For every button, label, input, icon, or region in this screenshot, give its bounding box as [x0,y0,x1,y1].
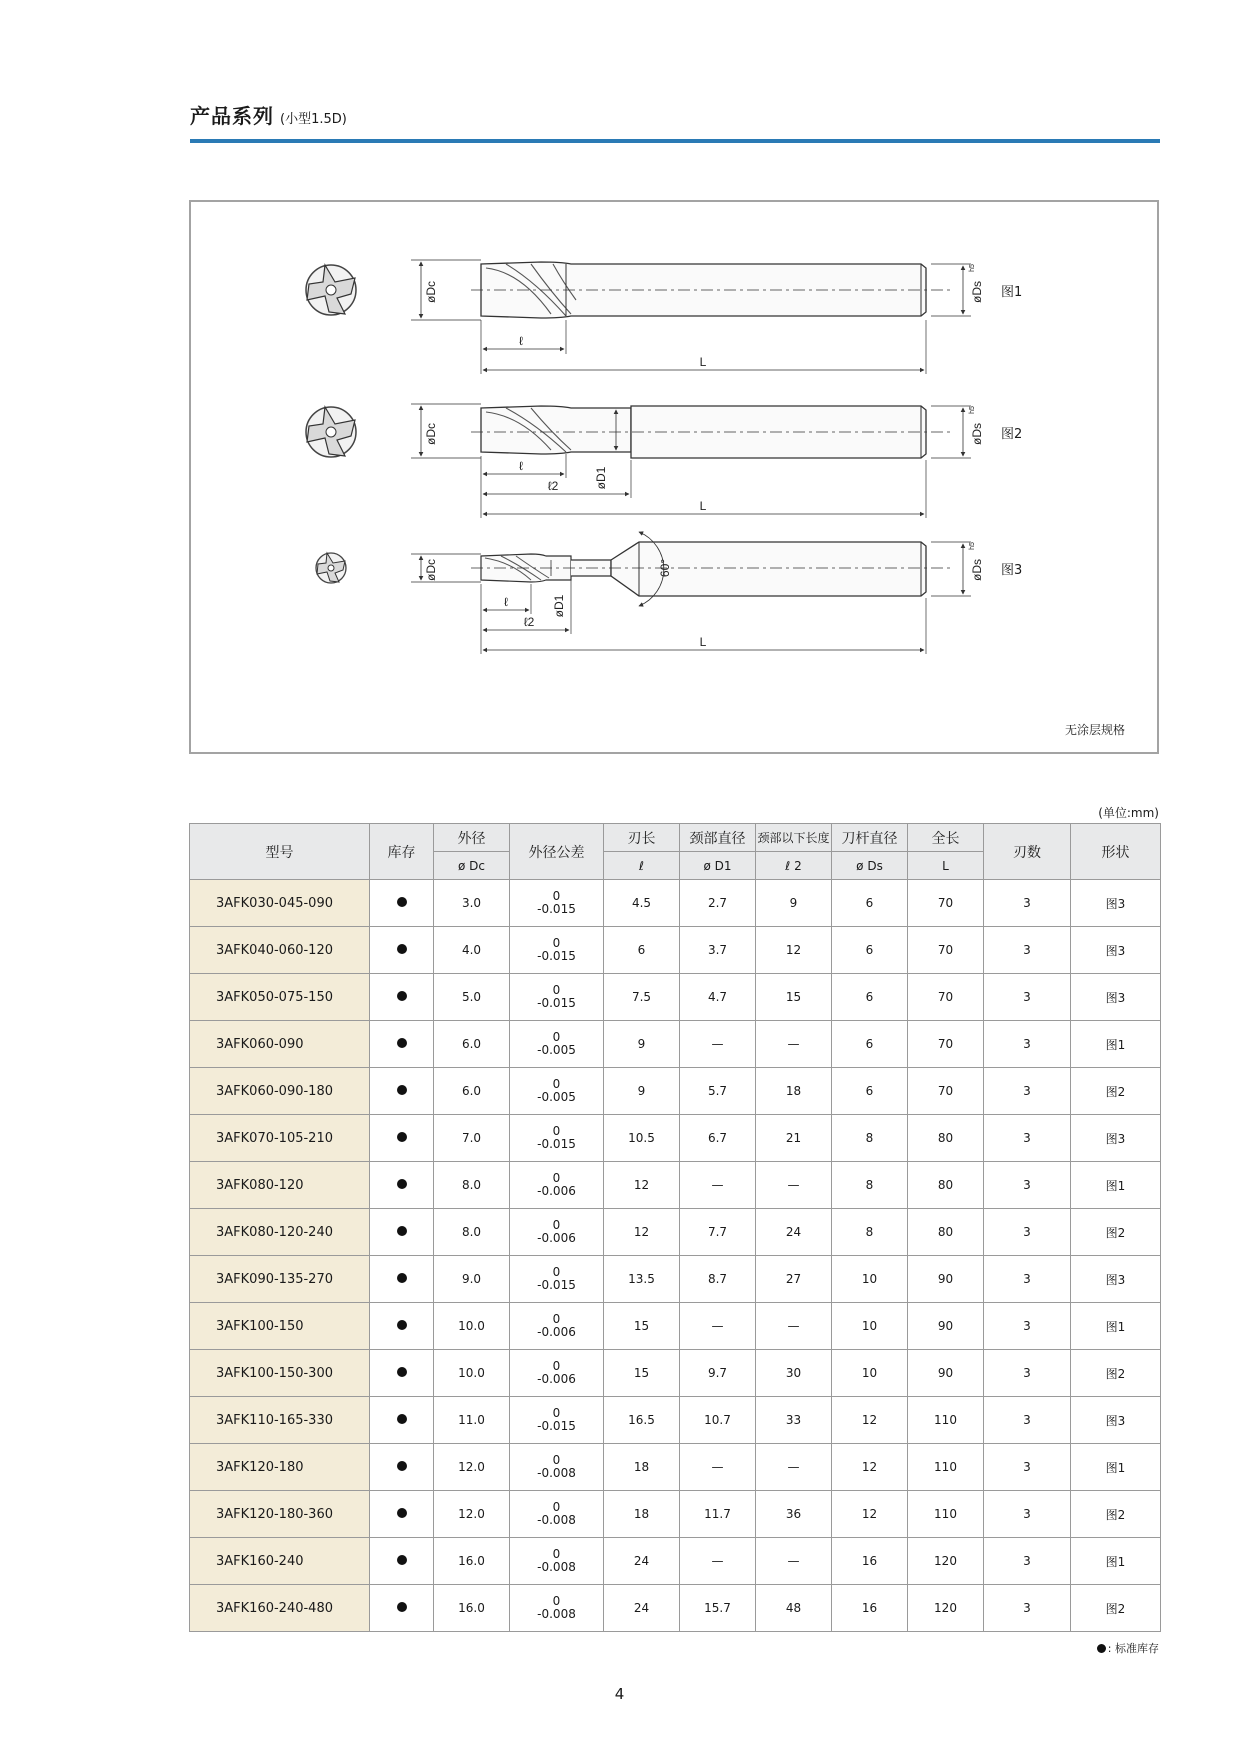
cell-shape: 图3 [1071,974,1161,1021]
cell-l2: — [756,1538,832,1585]
cell-L: 90 [908,1303,984,1350]
header-dc: 外径 [434,824,510,852]
cell-shape: 图2 [1071,1350,1161,1397]
cell-stock [370,1303,434,1350]
cell-d1: — [680,1538,756,1585]
table-row [190,1444,1161,1491]
stock-dot-icon [397,944,407,954]
cell-ds: 8 [832,1209,908,1256]
cell-tolerance [510,927,604,974]
fig3-angle-label: 60° [658,558,672,578]
table-row [190,927,1161,974]
cell-shape: 图1 [1071,1303,1161,1350]
tolerance-lower: -0.005 [537,1090,576,1104]
cell-shape: 图2 [1071,1068,1161,1115]
cell-shape: 图1 [1071,1538,1161,1585]
stock-dot-icon [397,1179,407,1189]
stock-dot-icon [397,1367,407,1377]
cell-l: 12 [604,1209,680,1256]
cell-dc: 7.0 [434,1115,510,1162]
figure-2-side-view [411,404,971,518]
cell-flutes: 3 [984,1303,1071,1350]
tolerance-upper: 0 [552,1030,561,1044]
cell-L: 110 [908,1397,984,1444]
cell-L: 110 [908,1491,984,1538]
stock-dot-icon [397,1602,407,1612]
cell-model: 3AFK120-180 [190,1444,370,1491]
cell-d1: 4.7 [680,974,756,1021]
cell-stock [370,1444,434,1491]
cell-ds: 8 [832,1115,908,1162]
figure-2-label: 图2 [1001,427,1023,442]
cell-dc: 16.0 [434,1538,510,1585]
subheader-l2: ℓ 2 [756,852,832,880]
cell-d1: 11.7 [680,1491,756,1538]
cell-l2: 24 [756,1209,832,1256]
cell-L: 110 [908,1444,984,1491]
cell-l2: — [756,1303,832,1350]
cell-flutes: 3 [984,1162,1071,1209]
cell-model: 3AFK070-105-210 [190,1115,370,1162]
table-row [190,880,1161,927]
header-rule [190,139,1160,143]
tolerance-upper: 0 [552,1594,561,1608]
cell-l: 13.5 [604,1256,680,1303]
cell-flutes: 3 [984,1068,1071,1115]
header-l: 刃长 [604,824,680,852]
cell-tolerance [510,1115,604,1162]
stock-dot-icon [397,1273,407,1283]
cell-ds: 6 [832,1068,908,1115]
cell-ds: 6 [832,1021,908,1068]
cell-ds: 10 [832,1303,908,1350]
table-row [190,1162,1161,1209]
fig3-l2-label: ℓ2 [523,615,535,629]
cell-l2: 48 [756,1585,832,1632]
tolerance-upper: 0 [552,936,561,950]
table-row [190,1585,1161,1632]
cell-tolerance [510,1021,604,1068]
cell-L: 70 [908,880,984,927]
header-l2: 颈部以下长度 [756,824,832,852]
cell-shape: 图3 [1071,1397,1161,1444]
subheader-d1: ø D1 [680,852,756,880]
figure-3-end-view [316,553,346,583]
cell-tolerance [510,1162,604,1209]
cell-flutes: 3 [984,1397,1071,1444]
figure-1-label: 图1 [1001,285,1023,300]
cell-d1: 9.7 [680,1350,756,1397]
cell-dc: 9.0 [434,1256,510,1303]
cell-l2: 36 [756,1491,832,1538]
cell-model: 3AFK060-090-180 [190,1068,370,1115]
page-header [190,100,1160,129]
tolerance-upper: 0 [552,1359,561,1373]
fig2-d1-label: øD1 [594,466,608,490]
cell-L: 80 [908,1115,984,1162]
cell-tolerance [510,1303,604,1350]
cell-stock [370,1115,434,1162]
cell-l2: 18 [756,1068,832,1115]
cell-dc: 10.0 [434,1350,510,1397]
table-row [190,1068,1161,1115]
tolerance-lower: -0.008 [537,1607,576,1621]
cell-flutes: 3 [984,1585,1071,1632]
cell-tolerance [510,1397,604,1444]
cell-stock [370,974,434,1021]
tolerance-upper: 0 [552,1500,561,1514]
cell-shape: 图3 [1071,1115,1161,1162]
header-tolerance: 外径公差 [510,824,604,880]
figure-1-end-view [306,265,356,315]
tolerance-lower: -0.015 [537,1419,576,1433]
cell-ds: 12 [832,1444,908,1491]
cell-stock [370,1256,434,1303]
cell-dc: 5.0 [434,974,510,1021]
cell-ds: 10 [832,1350,908,1397]
cell-stock [370,927,434,974]
fig3-dc-label: øDc [424,559,438,581]
tolerance-upper: 0 [552,983,561,997]
cell-stock [370,880,434,927]
cell-shape: 图2 [1071,1585,1161,1632]
stock-dot-icon [397,897,407,907]
cell-l2: 21 [756,1115,832,1162]
tolerance-lower: -0.015 [537,902,576,916]
cell-stock [370,1162,434,1209]
table-row [190,1115,1161,1162]
cell-L: 120 [908,1538,984,1585]
cell-l2: — [756,1021,832,1068]
cell-ds: 6 [832,974,908,1021]
table-row [190,1350,1161,1397]
stock-dot-icon [397,1508,407,1518]
cell-l: 15 [604,1303,680,1350]
table-row [190,1021,1161,1068]
cell-l2: 30 [756,1350,832,1397]
tolerance-upper: 0 [552,1077,561,1091]
cell-flutes: 3 [984,1491,1071,1538]
cell-model: 3AFK040-060-120 [190,927,370,974]
cell-l: 9 [604,1021,680,1068]
cell-l: 10.5 [604,1115,680,1162]
cell-tolerance [510,880,604,927]
cell-model: 3AFK060-090 [190,1021,370,1068]
fig2-l-label: ℓ [519,459,523,473]
uncoated-spec-note: 无涂层规格 [1064,723,1125,737]
cell-stock [370,1397,434,1444]
cell-l2: 15 [756,974,832,1021]
cell-l2: — [756,1444,832,1491]
cell-l: 9 [604,1068,680,1115]
fig3-ds-label: øDs [970,559,984,581]
cell-dc: 11.0 [434,1397,510,1444]
stock-dot-icon [397,1555,407,1565]
cell-d1: 10.7 [680,1397,756,1444]
stock-dot-icon [397,1414,407,1424]
tolerance-upper: 0 [552,1265,561,1279]
cell-stock [370,1350,434,1397]
cell-tolerance [510,974,604,1021]
cell-flutes: 3 [984,1256,1071,1303]
figure-1-side-view [411,260,971,374]
table-row [190,1256,1161,1303]
cell-model: 3AFK120-180-360 [190,1491,370,1538]
cell-L: 90 [908,1350,984,1397]
table-row [190,1397,1161,1444]
fig1-L-label: L [699,355,707,369]
legend-text: : 标准库存 [1107,1642,1159,1655]
figure-2-end-view [306,407,356,457]
stock-dot-icon [397,991,407,1001]
table-row [190,1491,1161,1538]
cell-tolerance [510,1585,604,1632]
header-model: 型号 [190,824,370,880]
cell-dc: 8.0 [434,1209,510,1256]
tolerance-lower: -0.005 [537,1043,576,1057]
cell-stock [370,1491,434,1538]
figure-3-side-view [411,532,971,654]
stock-dot-icon [397,1461,407,1471]
cell-flutes: 3 [984,880,1071,927]
fig2-l2-label: ℓ2 [547,479,559,493]
cell-flutes: 3 [984,927,1071,974]
spec-table-body [190,880,1161,1632]
spec-table [189,823,1161,1632]
cell-d1: 2.7 [680,880,756,927]
cell-dc: 4.0 [434,927,510,974]
subheader-ds: ø Ds [832,852,908,880]
cell-shape: 图2 [1071,1209,1161,1256]
cell-L: 70 [908,1021,984,1068]
header-L: 全长 [908,824,984,852]
cell-stock [370,1538,434,1585]
cell-tolerance [510,1538,604,1585]
fig1-ds-tol-label: h5 [969,264,976,272]
header-flutes: 刃数 [984,824,1071,880]
cell-d1: 7.7 [680,1209,756,1256]
cell-shape: 图3 [1071,927,1161,974]
cell-model: 3AFK100-150 [190,1303,370,1350]
cell-ds: 12 [832,1397,908,1444]
header-ds: 刀杆直径 [832,824,908,852]
tolerance-lower: -0.008 [537,1466,576,1480]
cell-l2: — [756,1162,832,1209]
tolerance-lower: -0.006 [537,1184,576,1198]
cell-ds: 16 [832,1538,908,1585]
cell-tolerance [510,1350,604,1397]
cell-l: 16.5 [604,1397,680,1444]
table-row [190,1209,1161,1256]
fig3-d1-label: øD1 [552,594,566,618]
tolerance-upper: 0 [552,889,561,903]
cell-L: 80 [908,1209,984,1256]
header-d1: 颈部直径 [680,824,756,852]
tolerance-upper: 0 [552,1124,561,1138]
fig2-L-label: L [699,499,707,513]
cell-dc: 16.0 [434,1585,510,1632]
fig3-l-label: ℓ [504,595,508,609]
cell-L: 90 [908,1256,984,1303]
cell-model: 3AFK160-240 [190,1538,370,1585]
cell-stock [370,1209,434,1256]
cell-dc: 12.0 [434,1444,510,1491]
cell-shape: 图3 [1071,880,1161,927]
cell-l: 4.5 [604,880,680,927]
legend [1097,1640,1159,1656]
cell-L: 70 [908,974,984,1021]
cell-tolerance [510,1256,604,1303]
cell-ds: 8 [832,1162,908,1209]
cell-d1: — [680,1303,756,1350]
page-title: 产品系列 [190,104,274,128]
cell-dc: 6.0 [434,1021,510,1068]
tolerance-lower: -0.008 [537,1560,576,1574]
fig2-ds-tol-label: h5 [969,406,976,414]
cell-l: 18 [604,1444,680,1491]
tolerance-upper: 0 [552,1406,561,1420]
cell-L: 70 [908,927,984,974]
cell-model: 3AFK110-165-330 [190,1397,370,1444]
cell-d1: 5.7 [680,1068,756,1115]
cell-l: 7.5 [604,974,680,1021]
tolerance-upper: 0 [552,1312,561,1326]
cell-model: 3AFK160-240-480 [190,1585,370,1632]
cell-flutes: 3 [984,1115,1071,1162]
cell-stock [370,1585,434,1632]
figure-3-label: 图3 [1001,563,1023,578]
cell-l: 18 [604,1491,680,1538]
page-number: 4 [614,1685,625,1703]
cell-d1: — [680,1021,756,1068]
cell-dc: 8.0 [434,1162,510,1209]
tolerance-upper: 0 [552,1171,561,1185]
fig3-L-label: L [699,635,707,649]
cell-tolerance [510,1444,604,1491]
cell-flutes: 3 [984,974,1071,1021]
tolerance-lower: -0.015 [537,1137,576,1151]
cell-flutes: 3 [984,1209,1071,1256]
tool-diagram-box [189,200,1159,754]
cell-tolerance [510,1068,604,1115]
tolerance-lower: -0.015 [537,949,576,963]
cell-l2: 33 [756,1397,832,1444]
tolerance-upper: 0 [552,1218,561,1232]
stock-dot-icon [397,1132,407,1142]
subheader-dc: ø Dc [434,852,510,880]
subheader-L: L [908,852,984,880]
cell-l: 15 [604,1350,680,1397]
cell-ds: 10 [832,1256,908,1303]
cell-flutes: 3 [984,1350,1071,1397]
cell-ds: 6 [832,880,908,927]
fig2-dc-label: øDc [424,423,438,445]
cell-model: 3AFK080-120 [190,1162,370,1209]
cell-tolerance [510,1491,604,1538]
unit-note: (单位:mm) [1098,806,1159,820]
cell-dc: 10.0 [434,1303,510,1350]
cell-L: 70 [908,1068,984,1115]
cell-l2: 9 [756,880,832,927]
subheader-l: ℓ [604,852,680,880]
table-row [190,1538,1161,1585]
cell-stock [370,1021,434,1068]
cell-model: 3AFK030-045-090 [190,880,370,927]
cell-ds: 6 [832,927,908,974]
tolerance-upper: 0 [552,1547,561,1561]
cell-l: 12 [604,1162,680,1209]
cell-d1: — [680,1162,756,1209]
cell-tolerance [510,1209,604,1256]
header-stock: 库存 [370,824,434,880]
cell-model: 3AFK080-120-240 [190,1209,370,1256]
cell-d1: 3.7 [680,927,756,974]
fig1-l-label: ℓ [519,334,523,348]
stock-dot-icon [397,1320,407,1330]
header-shape: 形状 [1071,824,1161,880]
cell-ds: 12 [832,1491,908,1538]
cell-stock [370,1068,434,1115]
cell-d1: 6.7 [680,1115,756,1162]
stock-dot-icon [397,1226,407,1236]
cell-l2: 12 [756,927,832,974]
cell-flutes: 3 [984,1538,1071,1585]
cell-flutes: 3 [984,1444,1071,1491]
cell-L: 80 [908,1162,984,1209]
stock-dot-icon [397,1038,407,1048]
tolerance-lower: -0.008 [537,1513,576,1527]
tolerance-lower: -0.015 [537,996,576,1010]
cell-dc: 12.0 [434,1491,510,1538]
cell-model: 3AFK090-135-270 [190,1256,370,1303]
fig2-ds-label: øDs [970,423,984,445]
cell-dc: 3.0 [434,880,510,927]
table-row [190,974,1161,1021]
cell-d1: — [680,1444,756,1491]
tolerance-lower: -0.006 [537,1231,576,1245]
tolerance-lower: -0.006 [537,1372,576,1386]
cell-model: 3AFK100-150-300 [190,1350,370,1397]
cell-d1: 8.7 [680,1256,756,1303]
cell-flutes: 3 [984,1021,1071,1068]
stock-dot-icon [1097,1644,1106,1653]
cell-shape: 图1 [1071,1444,1161,1491]
cell-shape: 图2 [1071,1491,1161,1538]
tolerance-lower: -0.006 [537,1325,576,1339]
tolerance-lower: -0.015 [537,1278,576,1292]
cell-shape: 图3 [1071,1256,1161,1303]
cell-l2: 27 [756,1256,832,1303]
cell-l: 6 [604,927,680,974]
cell-l: 24 [604,1538,680,1585]
cell-ds: 16 [832,1585,908,1632]
stock-dot-icon [397,1085,407,1095]
cell-l: 24 [604,1585,680,1632]
fig3-ds-tol-label: h5 [969,542,976,550]
cell-shape: 图1 [1071,1021,1161,1068]
cell-model: 3AFK050-075-150 [190,974,370,1021]
tolerance-upper: 0 [552,1453,561,1467]
fig1-dc-label: øDc [424,281,438,303]
cell-dc: 6.0 [434,1068,510,1115]
table-row [190,1303,1161,1350]
cell-d1: 15.7 [680,1585,756,1632]
cell-L: 120 [908,1585,984,1632]
page-subtitle: (小型1.5D) [280,112,347,127]
cell-shape: 图1 [1071,1162,1161,1209]
fig1-ds-label: øDs [970,281,984,303]
